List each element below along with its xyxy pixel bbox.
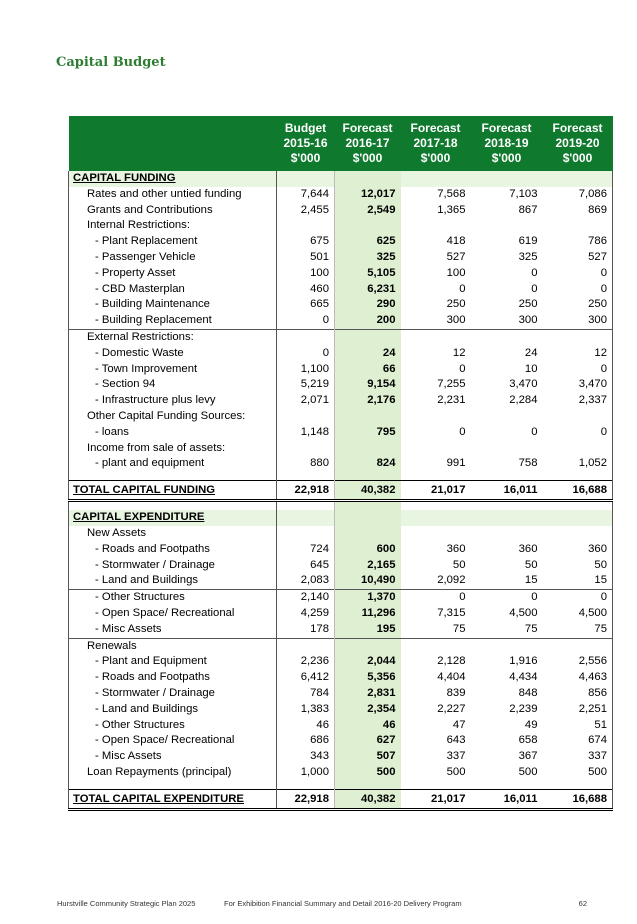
cell-value: 0 [531, 282, 538, 295]
cell-value: 5,356 [335, 670, 401, 686]
cell-value [277, 501, 335, 511]
cell-value: 2,831 [335, 686, 401, 702]
cell-value: 867 [518, 203, 538, 216]
cell-value: 3,470 [543, 377, 613, 393]
cell-value: 627 [335, 733, 401, 749]
cell-value [543, 171, 613, 187]
table-row [69, 702, 613, 718]
cell-value: 46 [277, 718, 335, 734]
row-label: - Land and Buildings [69, 573, 277, 589]
cell-value: 3,470 [509, 378, 538, 391]
cell-value [471, 510, 543, 526]
cell-value [401, 781, 471, 790]
cell-value: 50 [543, 558, 613, 574]
cell-value: 250 [446, 298, 466, 311]
table-row [69, 622, 613, 638]
section-heading-funding [69, 171, 613, 187]
cell-value [277, 329, 335, 345]
cell-value: 795 [335, 425, 401, 441]
cell-value: 100 [277, 266, 335, 282]
cell-value: 1,370 [335, 590, 401, 606]
cell-value [543, 218, 613, 234]
spacer-row [69, 501, 613, 511]
cell-value: 9,154 [335, 377, 401, 393]
footer-section-name: For Exhibition Financial Summary and Detail 2016-20 Delivery Program [224, 899, 462, 908]
cell-value [471, 472, 543, 481]
cell-value: 7,315 [437, 606, 466, 619]
cell-value: 1,383 [277, 702, 335, 718]
row-label: - Open Space/ Recreational [69, 606, 277, 622]
cell-value: 50 [524, 558, 538, 571]
cell-value: 507 [335, 749, 401, 765]
cell-value [543, 441, 613, 457]
cell-value: 300 [446, 314, 466, 327]
cell-value [335, 472, 401, 481]
cell-value: 4,259 [277, 606, 335, 622]
cell-value [543, 510, 613, 526]
cell-value: 724 [277, 542, 335, 558]
table-row [69, 718, 613, 734]
cell-value: 250 [518, 298, 538, 311]
cell-value [277, 409, 335, 425]
cell-value: 6,231 [335, 282, 401, 298]
table-row [69, 346, 613, 362]
cell-value: 75 [543, 622, 613, 638]
row-label [69, 781, 277, 790]
table-row [69, 686, 613, 702]
cell-value: 460 [277, 282, 335, 298]
cell-value: 645 [277, 558, 335, 574]
cell-value: 675 [277, 234, 335, 250]
cell-value: 2,092 [437, 574, 466, 587]
cell-value [471, 781, 543, 790]
cell-value: 0 [543, 425, 613, 441]
cell-value: 360 [518, 542, 538, 555]
row-label: Loan Repayments (principal) [69, 765, 277, 781]
table-row [69, 203, 613, 219]
row-label: - Stormwater / Drainage [69, 558, 277, 574]
row-label: - Property Asset [69, 266, 277, 282]
row-label: Income from sale of assets: [69, 441, 277, 457]
cell-value [401, 501, 471, 511]
cell-value: 5,219 [277, 377, 335, 393]
capital-budget-table [68, 116, 613, 811]
header-blank [69, 116, 277, 171]
cell-value: 1,148 [277, 425, 335, 441]
cell-value: 16,688 [543, 481, 613, 501]
cell-value: 2,140 [277, 590, 335, 606]
cell-value [277, 218, 335, 234]
cell-value: 12,017 [335, 187, 401, 203]
cell-value: 300 [543, 313, 613, 329]
table-row [69, 542, 613, 558]
cell-value: 21,017 [401, 481, 471, 501]
total-capital-expenditure-row [69, 789, 613, 809]
cell-value: 250 [543, 297, 613, 313]
cell-value: 12 [452, 346, 466, 359]
cell-value: 0 [459, 282, 466, 295]
cell-value: 824 [335, 456, 401, 472]
cell-value: 16,011 [471, 481, 543, 501]
cell-value: 991 [446, 457, 466, 470]
table-row [69, 441, 613, 457]
row-label: - Open Space/ Recreational [69, 733, 277, 749]
cell-value: 0 [543, 266, 613, 282]
cell-value: 2,354 [335, 702, 401, 718]
cell-value: 2,227 [437, 702, 466, 715]
cell-value [335, 218, 401, 234]
row-label: CAPITAL EXPENDITURE [69, 510, 277, 526]
cell-value [401, 329, 471, 345]
cell-value: 11,296 [335, 606, 401, 622]
cell-value: 786 [543, 234, 613, 250]
table-row [69, 393, 613, 409]
table-row [69, 765, 613, 781]
cell-value: 178 [277, 622, 335, 638]
cell-value [401, 638, 471, 654]
row-label [69, 501, 277, 511]
cell-value: 367 [518, 750, 538, 763]
table-row [69, 733, 613, 749]
cell-value [543, 638, 613, 654]
cell-value [335, 441, 401, 457]
cell-value: 643 [446, 734, 466, 747]
cell-value: 325 [335, 250, 401, 266]
cell-value [471, 409, 543, 425]
cell-value: 16,688 [543, 789, 613, 809]
column-header: Forecast 2018-19 $'000 [471, 116, 543, 171]
cell-value: 5,105 [335, 266, 401, 282]
table-row [69, 234, 613, 250]
table-row [69, 670, 613, 686]
cell-value [401, 510, 471, 526]
column-header: Forecast 2016-17 $'000 [335, 116, 401, 171]
cell-value: 0 [531, 425, 538, 438]
cell-value: 1,052 [543, 456, 613, 472]
table-row [69, 558, 613, 574]
cell-value: 50 [452, 558, 466, 571]
section-heading-expenditure [69, 510, 613, 526]
row-label: - Other Structures [69, 718, 277, 734]
row-label: - plant and equipment [69, 456, 277, 472]
cell-value [401, 472, 471, 481]
cell-value [471, 526, 543, 542]
cell-value [335, 409, 401, 425]
row-label: - Misc Assets [69, 622, 277, 638]
cell-value [335, 171, 401, 187]
row-label: New Assets [69, 526, 277, 542]
table-row [69, 187, 613, 203]
cell-value: 75 [452, 622, 466, 635]
cell-value: 2,128 [437, 655, 466, 668]
cell-value [335, 638, 401, 654]
cell-value: 2,284 [509, 394, 538, 407]
cell-value: 24 [335, 346, 401, 362]
cell-value: 784 [277, 686, 335, 702]
row-label: - Infrastructure plus levy [69, 393, 277, 409]
spacer-row [69, 781, 613, 790]
cell-value: 4,463 [543, 670, 613, 686]
row-label: - CBD Masterplan [69, 282, 277, 298]
total-capital-funding-row [69, 481, 613, 501]
table-row [69, 329, 613, 345]
row-label [69, 472, 277, 481]
page-title: Capital Budget [56, 55, 166, 70]
column-header: Budget 2015-16 $'000 [277, 116, 335, 171]
row-label: External Restrictions: [69, 329, 277, 345]
cell-value [277, 171, 335, 187]
table-row [69, 654, 613, 670]
row-label: - Building Maintenance [69, 297, 277, 313]
cell-value: 24 [524, 346, 538, 359]
cell-value: 46 [335, 718, 401, 734]
cell-value: 1,100 [277, 362, 335, 378]
cell-value: 360 [446, 542, 466, 555]
cell-value [277, 526, 335, 542]
cell-value: 15 [524, 574, 538, 587]
row-label: Renewals [69, 638, 277, 654]
cell-value: 7,255 [437, 378, 466, 391]
cell-value: 758 [518, 457, 538, 470]
cell-value [277, 472, 335, 481]
row-label: - Misc Assets [69, 749, 277, 765]
cell-value: 2,044 [335, 654, 401, 670]
cell-value: 880 [277, 456, 335, 472]
cell-value: 527 [446, 250, 466, 263]
cell-value: 7,103 [509, 187, 538, 200]
cell-value: 2,251 [543, 702, 613, 718]
cell-value: 665 [277, 297, 335, 313]
table-row [69, 266, 613, 282]
cell-value: 2,231 [437, 394, 466, 407]
row-label: - Plant and Equipment [69, 654, 277, 670]
table-row [69, 250, 613, 266]
row-label: - Roads and Footpaths [69, 670, 277, 686]
cell-value: 418 [446, 235, 466, 248]
cell-value [277, 510, 335, 526]
table-row [69, 573, 613, 589]
cell-value: 1,365 [437, 203, 466, 216]
table-row [69, 638, 613, 654]
cell-value: 200 [335, 313, 401, 329]
cell-value [471, 638, 543, 654]
cell-value: 4,434 [509, 671, 538, 684]
cell-value: 337 [543, 749, 613, 765]
cell-value: 10,490 [335, 573, 401, 589]
table-row [69, 526, 613, 542]
cell-value: 869 [543, 203, 613, 219]
table-row [69, 297, 613, 313]
row-label: - Plant Replacement [69, 234, 277, 250]
table-row [69, 425, 613, 441]
cell-value: 0 [543, 362, 613, 378]
cell-value: 21,017 [401, 789, 471, 809]
cell-value: 40,382 [335, 481, 401, 501]
footer-plan-name: Hurstville Community Strategic Plan 2025 [57, 899, 196, 908]
row-label: Grants and Contributions [69, 203, 277, 219]
table-row [69, 313, 613, 329]
cell-value: 6,412 [277, 670, 335, 686]
cell-value [471, 441, 543, 457]
cell-value: 2,455 [277, 203, 335, 219]
row-label: TOTAL CAPITAL FUNDING [69, 481, 277, 501]
cell-value: 500 [335, 765, 401, 781]
cell-value: 15 [543, 573, 613, 589]
cell-value [401, 526, 471, 542]
cell-value [277, 781, 335, 790]
cell-value: 12 [543, 346, 613, 362]
cell-value: 500 [446, 765, 466, 778]
cell-value [543, 472, 613, 481]
cell-value [543, 526, 613, 542]
table-row [69, 749, 613, 765]
cell-value: 600 [335, 542, 401, 558]
cell-value [335, 526, 401, 542]
cell-value: 500 [518, 765, 538, 778]
row-label: - Stormwater / Drainage [69, 686, 277, 702]
cell-value [471, 501, 543, 511]
cell-value: 2,549 [335, 203, 401, 219]
row-label: CAPITAL FUNDING [69, 171, 277, 187]
cell-value: 2,083 [277, 573, 335, 589]
table-row [69, 409, 613, 425]
row-label: - Passenger Vehicle [69, 250, 277, 266]
cell-value: 674 [543, 733, 613, 749]
cell-value: 1,916 [509, 655, 538, 668]
cell-value: 7,086 [543, 187, 613, 203]
row-label: Other Capital Funding Sources: [69, 409, 277, 425]
cell-value: 10 [524, 362, 538, 375]
cell-value: 839 [446, 686, 466, 699]
cell-value [543, 501, 613, 511]
cell-value: 343 [277, 749, 335, 765]
cell-value: 66 [335, 362, 401, 378]
cell-value: 1,000 [277, 765, 335, 781]
row-label: - Domestic Waste [69, 346, 277, 362]
cell-value [543, 329, 613, 345]
spacer-row [69, 472, 613, 481]
cell-value: 0 [471, 590, 543, 606]
column-header: Forecast 2017-18 $'000 [401, 116, 471, 171]
cell-value: 16,011 [471, 789, 543, 809]
cell-value: 686 [277, 733, 335, 749]
cell-value: 2,176 [335, 393, 401, 409]
cell-value: 2,236 [277, 654, 335, 670]
cell-value [335, 510, 401, 526]
row-label: - Land and Buildings [69, 702, 277, 718]
cell-value [401, 218, 471, 234]
cell-value [471, 218, 543, 234]
row-label: TOTAL CAPITAL EXPENDITURE [69, 789, 277, 809]
cell-value [543, 409, 613, 425]
column-header: Forecast 2019-20 $'000 [543, 116, 613, 171]
cell-value [543, 781, 613, 790]
cell-value: 337 [446, 750, 466, 763]
cell-value: 856 [543, 686, 613, 702]
table-row [69, 282, 613, 298]
cell-value: 49 [524, 718, 538, 731]
table-row [69, 377, 613, 393]
cell-value: 290 [335, 297, 401, 313]
cell-value: 325 [518, 250, 538, 263]
table-row [69, 362, 613, 378]
cell-value: 4,500 [543, 606, 613, 622]
cell-value: 360 [543, 542, 613, 558]
row-label: Internal Restrictions: [69, 218, 277, 234]
cell-value: 0 [459, 425, 466, 438]
cell-value [471, 171, 543, 187]
cell-value: 527 [543, 250, 613, 266]
cell-value [335, 329, 401, 345]
cell-value [401, 409, 471, 425]
cell-value: 619 [518, 235, 538, 248]
cell-value: 0 [277, 313, 335, 329]
cell-value: 40,382 [335, 789, 401, 809]
cell-value: 51 [543, 718, 613, 734]
row-label: - Other Structures [69, 590, 277, 606]
table-row [69, 218, 613, 234]
table-row [69, 606, 613, 622]
cell-value: 0 [277, 346, 335, 362]
cell-value [401, 441, 471, 457]
cell-value [277, 441, 335, 457]
page-number: 62 [578, 899, 587, 908]
cell-value: 2,165 [335, 558, 401, 574]
cell-value: 2,337 [543, 393, 613, 409]
cell-value: 4,404 [437, 671, 466, 684]
cell-value: 0 [543, 590, 613, 606]
cell-value: 4,500 [509, 606, 538, 619]
cell-value: 100 [446, 266, 466, 279]
cell-value [471, 329, 543, 345]
cell-value: 2,071 [277, 393, 335, 409]
row-label: - loans [69, 425, 277, 441]
cell-value: 0 [459, 362, 466, 375]
cell-value [401, 171, 471, 187]
cell-value: 848 [518, 686, 538, 699]
cell-value: 500 [543, 765, 613, 781]
cell-value: 501 [277, 250, 335, 266]
cell-value [335, 501, 401, 511]
row-label: - Building Replacement [69, 313, 277, 329]
row-label: - Roads and Footpaths [69, 542, 277, 558]
cell-value: 7,568 [437, 187, 466, 200]
row-label: - Town Improvement [69, 362, 277, 378]
cell-value: 0 [543, 282, 613, 298]
cell-value: 2,556 [543, 654, 613, 670]
cell-value: 47 [452, 718, 466, 731]
cell-value: 22,918 [277, 789, 335, 809]
cell-value [277, 638, 335, 654]
cell-value: 7,644 [277, 187, 335, 203]
table-row [69, 590, 613, 606]
cell-value: 0 [531, 266, 538, 279]
cell-value: 625 [335, 234, 401, 250]
row-label: - Section 94 [69, 377, 277, 393]
cell-value: 2,239 [509, 702, 538, 715]
row-label: Rates and other untied funding [69, 187, 277, 203]
cell-value: 300 [518, 314, 538, 327]
cell-value [335, 781, 401, 790]
cell-value: 0 [401, 590, 471, 606]
cell-value: 75 [524, 622, 538, 635]
cell-value: 22,918 [277, 481, 335, 501]
cell-value: 195 [335, 622, 401, 638]
table-row [69, 456, 613, 472]
cell-value: 658 [518, 734, 538, 747]
table-header-row [69, 116, 613, 171]
